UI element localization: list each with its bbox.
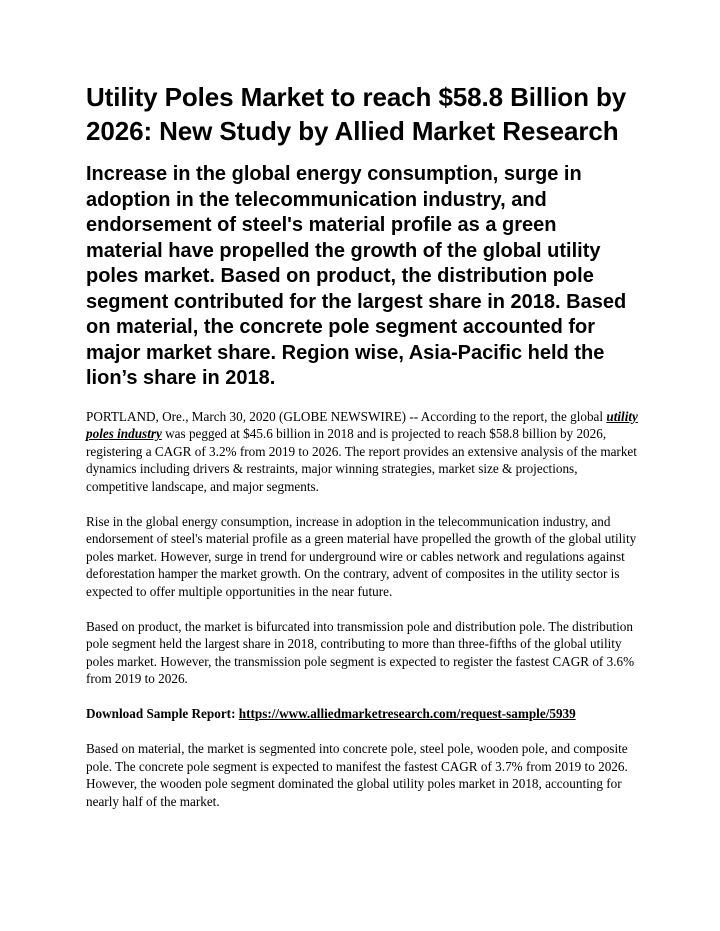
download-sample-label: Download Sample Report: [86,706,239,721]
utility-poles-industry-link[interactable]: utility poles industry [86,408,638,441]
paragraph-intro [86,408,638,496]
download-sample-line [86,705,638,723]
paragraph-intro-lead: PORTLAND, Ore., March 30, 2020 (GLOBE NEWSWIRE) -- According to the report, the global [86,408,607,424]
paragraph-product: Based on product, the market is bifurcated into transmission pole and distribution pole. The distribution pole segment held the largest share in 2018, contributing to more than three-fifths of the global utility poles market. However, the transmission pole segment is expected to register the fastest CAGR of 3.6% from 2019 to 2026. [86,618,635,686]
article-subheading: Increase in the global energy consumption, surge in adoption in the telecommunication industry, and endorsement of steel's material profile as a green material have propelled the growth of the global utility poles market. Based on product, the distribution pole segment contributed for the largest share in 2018. Based on material, the concrete pole segment accounted for major market share. Region wise, Asia-Pacific held the lion’s share in 2018. [86,163,627,389]
paragraph-drivers: Rise in the global energy consumption, increase in adoption in the telecommunication industry, and endorsement of steel's material profile as a green material have propelled the growth of the global utility poles market. However, surge in trend for underground wire or cables network and regulations against deforestation hamper the market growth. On the contrary, advent of composites in the utility sector is expected to offer multiple opportunities in the near future. [86,513,637,599]
document-page [86,80,638,828]
paragraph-material: Based on material, the market is segmented into concrete pole, steel pole, wooden pole, and composite pole. The concrete pole segment is expected to manifest the fastest CAGR of 3.7% from 2019 to 2026. However, the wooden pole segment dominated the global utility poles market in 2018, accounting for nearly half of the market. [86,741,628,809]
paragraph-intro-rest: was pegged at $45.6 billion in 2018 and is projected to reach $58.8 billion by 2026, registering a CAGR of 3.2% from 2019 to 2026. The report provides an extensive analysis of the market dynamics including drivers & restraints, major winning strategies, market size & projections, competitive landscape, and major segments. [86,426,637,494]
download-sample-link[interactable]: https://www.alliedmarketresearch.com/request-sample/5939 [238,706,576,721]
article-title: Utility Poles Market to reach $58.8 Billion by 2026: New Study by Allied Market Research [86,82,627,146]
